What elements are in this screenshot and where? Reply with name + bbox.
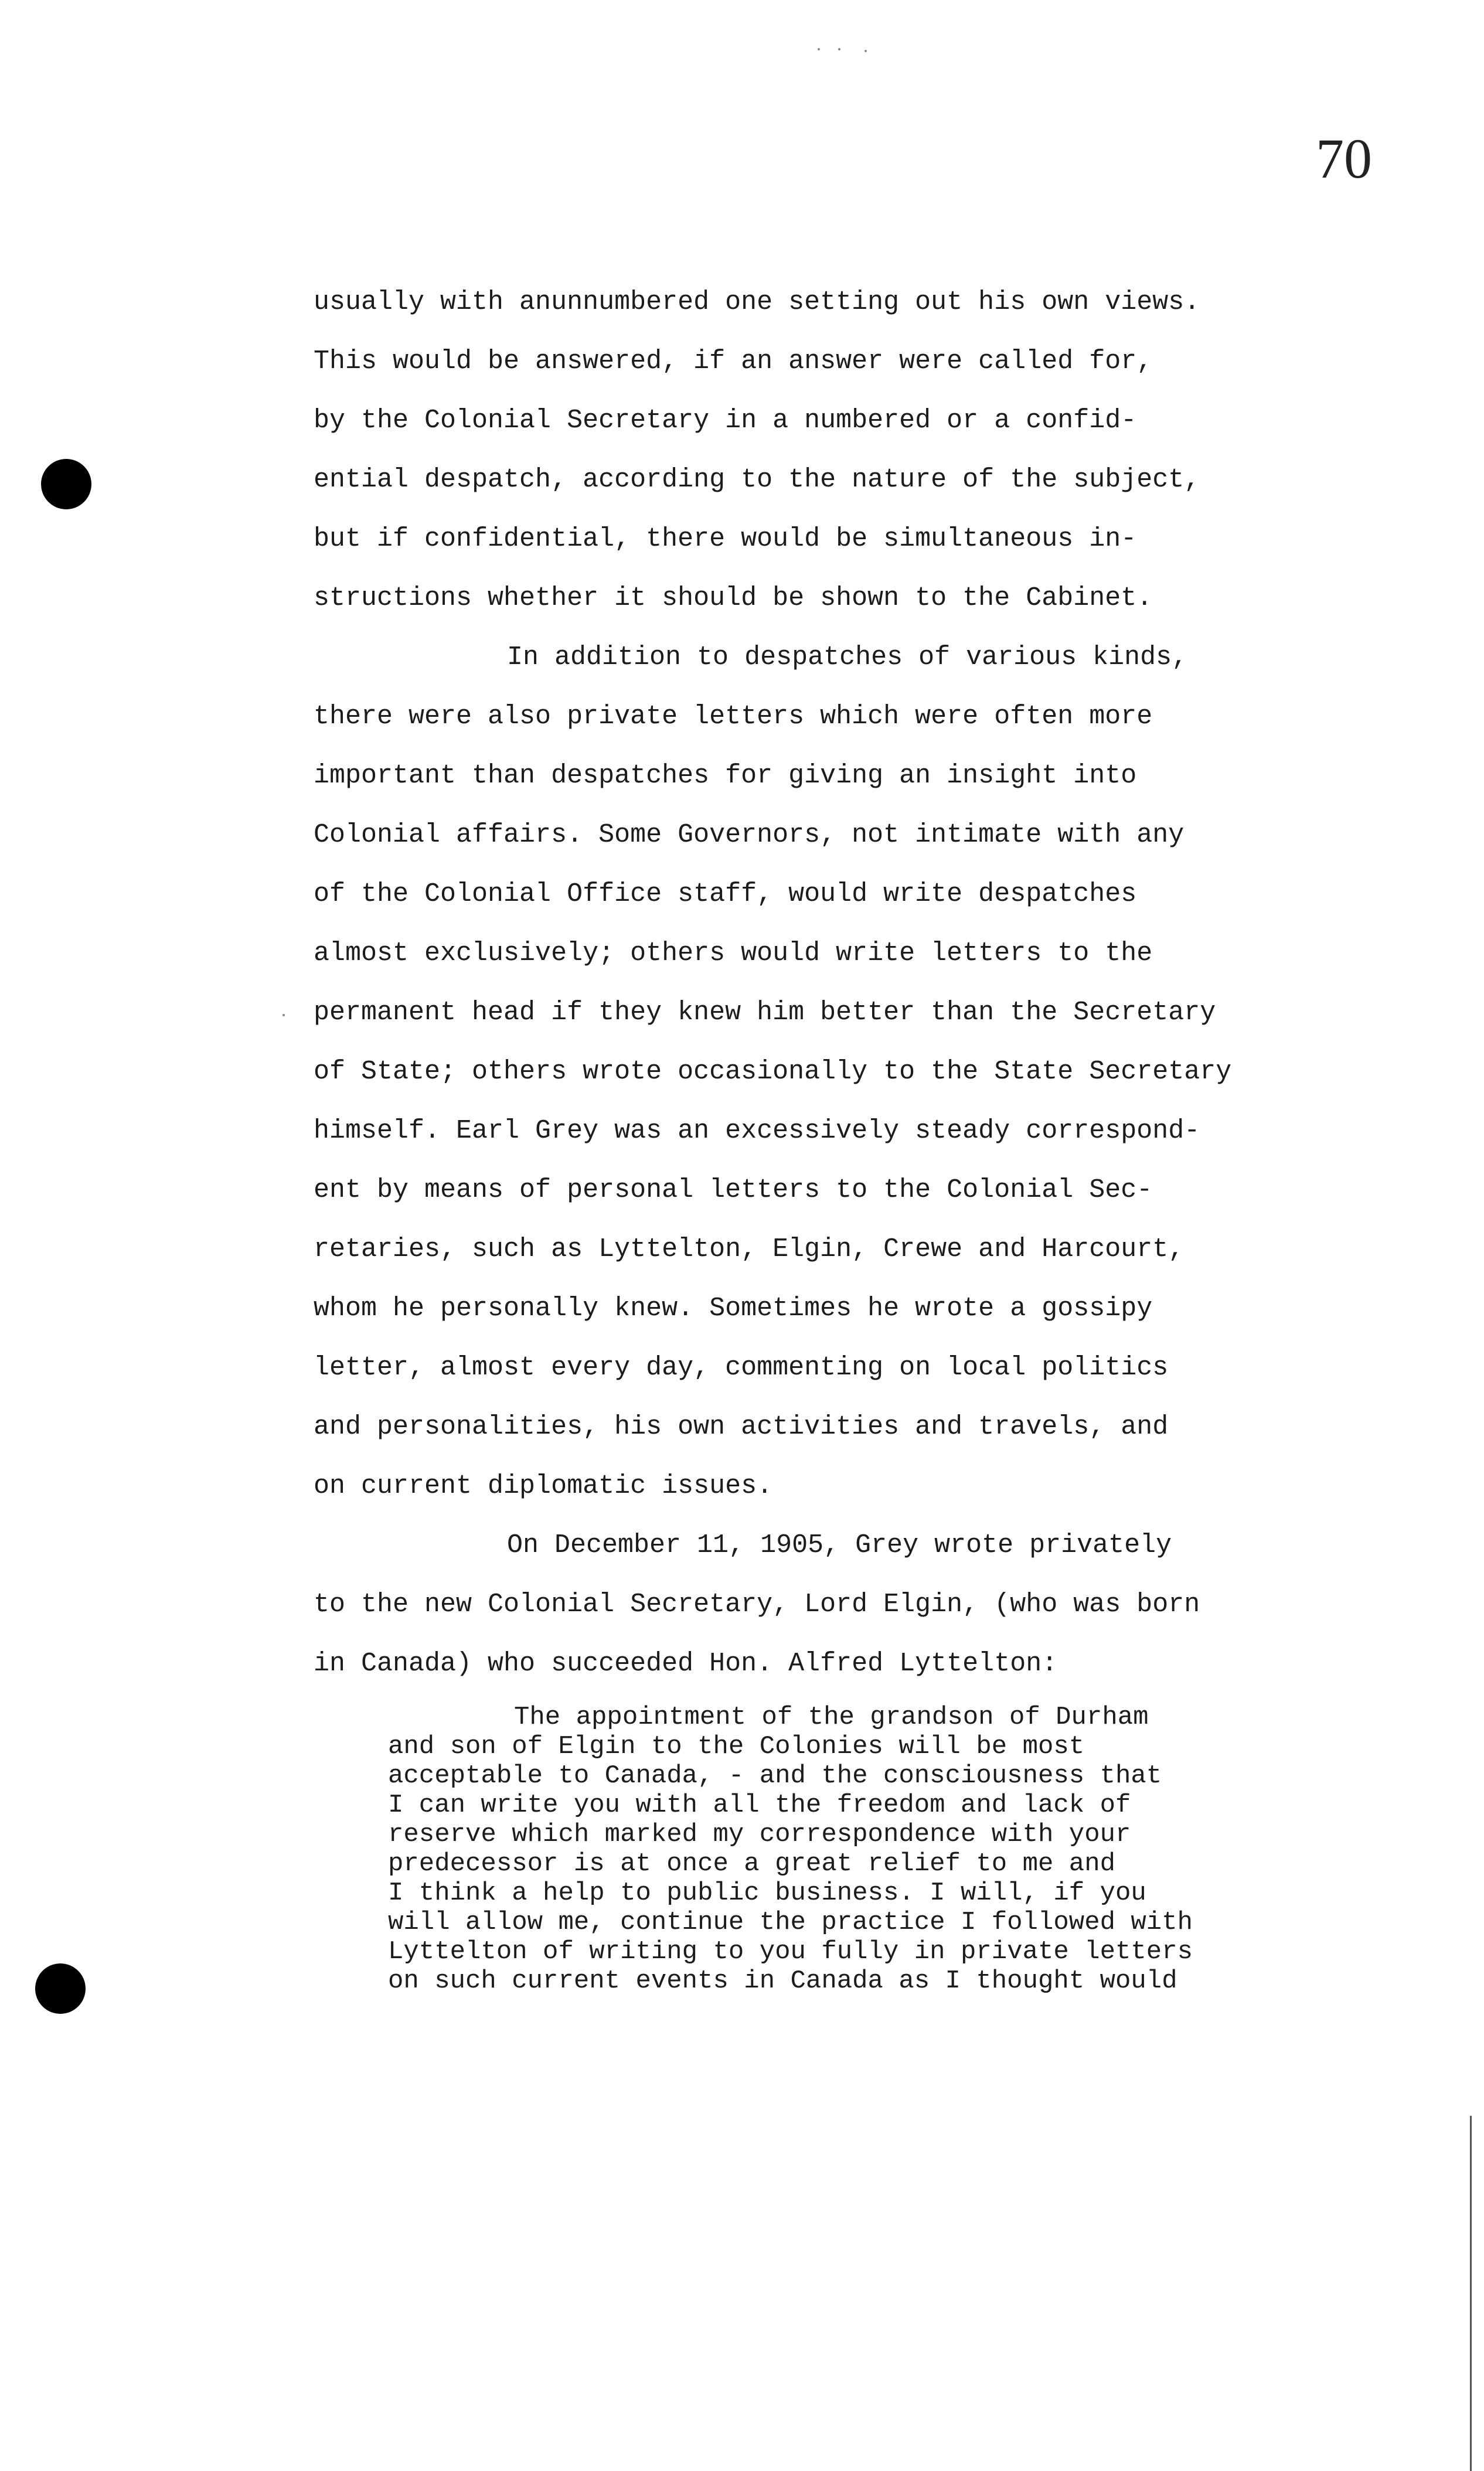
- body-line: of the Colonial Office staff, would write despatches: [314, 879, 1137, 909]
- paper-speck: [864, 50, 867, 52]
- quote-line: on such current events in Canada as I thought would: [388, 1966, 1177, 1996]
- quote-line: I think a help to public business. I will, if you: [388, 1878, 1146, 1908]
- quote-line: The appointment of the grandson of Durham: [514, 1703, 1149, 1732]
- quote-line: reserve which marked my correspondence with your: [388, 1820, 1131, 1849]
- body-line: by the Colonial Secretary in a numbered or a confid-: [314, 406, 1137, 435]
- paper-speck: [838, 48, 840, 50]
- quote-line: predecessor is at once a great relief to me and: [388, 1849, 1116, 1878]
- body-line: structions whether it should be shown to the Cabinet.: [314, 583, 1153, 613]
- body-line: to the new Colonial Secretary, Lord Elgin, (who was born: [314, 1590, 1200, 1619]
- body-line: usually with anunnumbered one setting out his own views.: [314, 287, 1200, 317]
- punch-hole-bottom: [35, 1963, 86, 2014]
- paper-speck: [818, 48, 820, 50]
- body-line: himself. Earl Grey was an excessively steady correspond-: [314, 1116, 1200, 1146]
- punch-hole-top: [41, 459, 91, 509]
- quote-line: acceptable to Canada, - and the consciousness that: [388, 1761, 1162, 1791]
- body-line: almost exclusively; others would write letters to the: [314, 938, 1153, 968]
- body-line: whom he personally knew. Sometimes he wrote a gossipy: [314, 1294, 1153, 1323]
- paper-speck: [282, 1014, 285, 1016]
- margin-rule: [1470, 2116, 1472, 2471]
- body-line: important than despatches for giving an insight into: [314, 761, 1137, 791]
- body-line: of State; others wrote occasionally to the State Secretary: [314, 1057, 1232, 1087]
- body-line: there were also private letters which were often more: [314, 702, 1153, 731]
- quote-line: I can write you with all the freedom and lack of: [388, 1791, 1131, 1820]
- block-quote: [388, 1703, 1384, 1996]
- body-line: permanent head if they knew him better than the Secretary: [314, 998, 1216, 1027]
- quote-line: Lyttelton of writing to you fully in private letters: [388, 1937, 1193, 1966]
- body-line: Colonial affairs. Some Governors, not intimate with any: [314, 820, 1185, 850]
- body-line: but if confidential, there would be simultaneous in-: [314, 524, 1137, 554]
- body-line: retaries, such as Lyttelton, Elgin, Crewe and Harcourt,: [314, 1234, 1185, 1264]
- page-number: 70: [1316, 127, 1372, 190]
- body-line: letter, almost every day, commenting on local politics: [314, 1353, 1169, 1383]
- body-line: In addition to despatches of various kinds,: [507, 642, 1188, 672]
- body-line: ential despatch, according to the nature of the subject,: [314, 465, 1200, 495]
- quote-line: and son of Elgin to the Colonies will be most: [388, 1732, 1085, 1761]
- body-line: This would be answered, if an answer were called for,: [314, 346, 1153, 376]
- quote-line: will allow me, continue the practice I followed with: [388, 1908, 1193, 1937]
- body-text: [314, 273, 1398, 1693]
- body-line: ent by means of personal letters to the Colonial Sec-: [314, 1175, 1153, 1205]
- body-line: on current diplomatic issues.: [314, 1471, 773, 1501]
- body-line: in Canada) who succeeded Hon. Alfred Lyttelton:: [314, 1649, 1058, 1679]
- body-line: and personalities, his own activities and travels, and: [314, 1412, 1169, 1442]
- body-line: On December 11, 1905, Grey wrote privately: [507, 1530, 1172, 1560]
